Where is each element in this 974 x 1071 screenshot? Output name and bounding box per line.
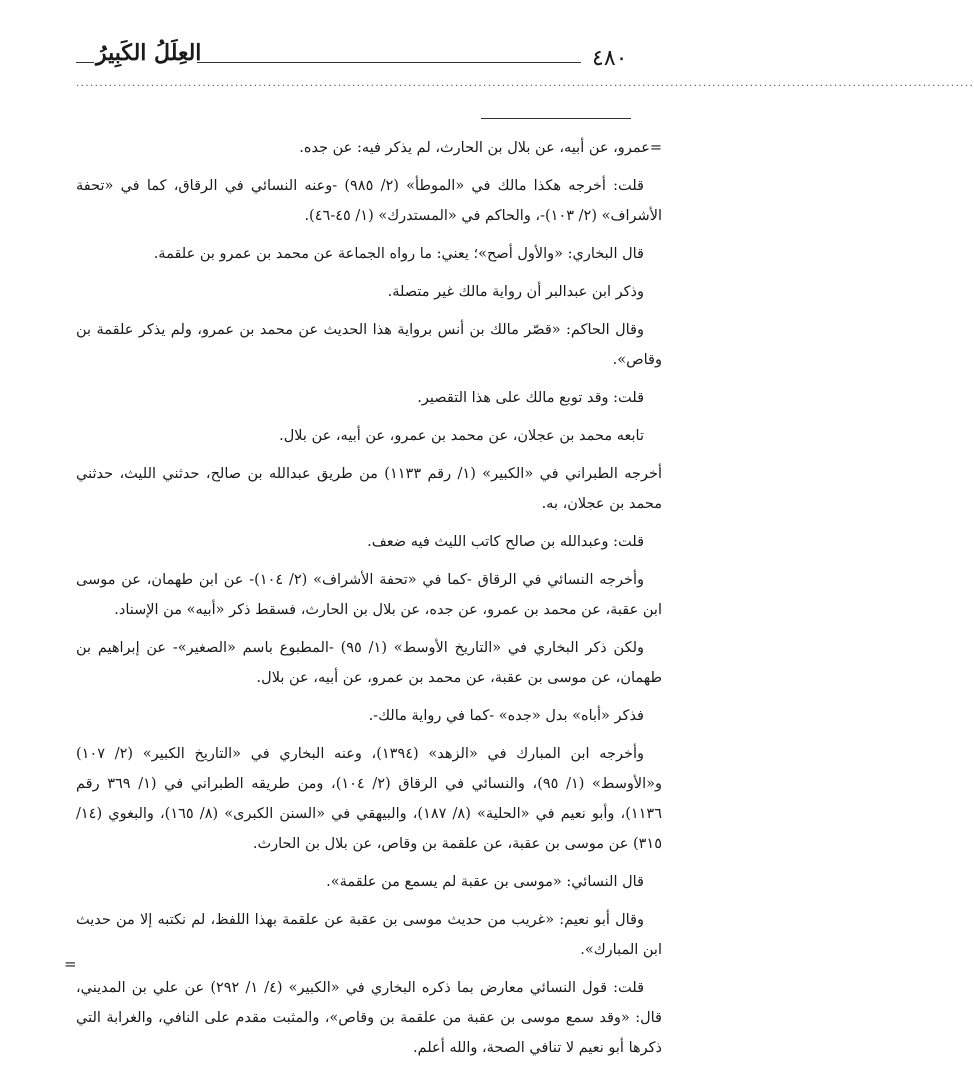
paragraph: وذكر ابن عبدالبر أن رواية مالك غير متصلة.	[387, 284, 644, 300]
paragraph: قلت: وعبدالله بن صالح كاتب الليث فيه ضعف.	[367, 534, 644, 550]
paragraph: قلت: قول النسائي معارض بما ذكره البخاري في «الكبير» (٤/ ١/ ٢٩٢) عن علي بن المديني، قال: «وقد سمع موسى بن عقبة من علقمة بن وقاص»، والمثبت مقدم على النافي، والغرابة التي ذكرها أبو نعيم لا تنافي الصحة، والله أعلم.	[76, 980, 662, 1056]
continuation-mark: =	[64, 955, 77, 973]
running-title: العِلَلُ الكَبِيرُ	[96, 40, 202, 66]
page-number: ٤٨٠	[592, 46, 628, 71]
paragraph: وقال الحاكم: «قصّر مالك بن أنس برواية هذا الحديث عن محمد بن عمرو، ولم يذكر علقمة بن وقاص».	[76, 322, 662, 368]
header-rule-left	[76, 62, 94, 63]
paragraph: قلت: وقد توبع مالك على هذا التقصير.	[417, 390, 644, 406]
paragraph: وقال أبو نعيم: «غريب من حديث موسى بن عقبة عن علقمة بهذا اللفظ، لم نكتبه إلا من حديث ابن المبارك».	[76, 912, 662, 958]
paragraph: قلت: أخرجه هكذا مالك في «الموطأ» (٢/ ٩٨٥) -وعنه النسائي في الرقاق، كما في «تحفة الأشراف» (٢/ ١٠٣)-، والحاكم في «المستدرك» (١/ ٤٥-٤٦).	[76, 178, 662, 224]
paragraph: =عمرو، عن أبيه، عن بلال بن الحارث، لم يذكر فيه: عن جده.	[299, 140, 662, 156]
paragraph: تابعه محمد بن عجلان، عن محمد بن عمرو، عن أبيه، عن بلال.	[279, 428, 644, 444]
footnote-rule	[481, 118, 631, 119]
paragraph: وأخرجه ابن المبارك في «الزهد» (١٣٩٤)، وعنه البخاري في «التاريخ الكبير» (٢/ ١٠٧) و«الأوسط» (١/ ٩٥)، والنسائي في الرقاق (٢/ ١٠٤)، ومن طريقه الطبراني في (١/ ٣٦٩ رقم ١١٣٦)، وأبو نعيم في «الحلية» (٨/ ١٨٧)، والبيهقي في «السنن الكبرى» (٨/ ١٦٥)، والبغوي (١٤/ ٣١٥) عن موسى بن عقبة، عن علقمة بن وقاص، عن بلال بن الحارث.	[76, 746, 663, 852]
paragraph: قال النسائي: «موسى بن عقبة لم يسمع من علقمة».	[326, 874, 644, 890]
paragraph: ولكن ذكر البخاري في «التاريخ الأوسط» (١/ ٩٥) -المطبوع باسم «الصغير»- عن إبراهيم بن طهمان، عن موسى بن عقبة، عن محمد بن عمرو، عن أبيه، عن بلال.	[76, 640, 662, 686]
header-rule	[197, 62, 581, 63]
paragraph: وأخرجه النسائي في الرقاق -كما في «تحفة الأشراف» (٢/ ١٠٤)- عن ابن طهمان، عن موسى ابن عقبة، عن محمد بن عمرو، عن جده، عن بلال بن الحارث، فسقط ذكر «أبيه» من الإسناد.	[76, 572, 662, 618]
dotted-separator: ................................................................................................................................................................................................	[76, 78, 974, 89]
main-text	[76, 133, 662, 1071]
paragraph: فذكر «أباه» بدل «جده» -كما في رواية مالك-.	[368, 708, 644, 724]
paragraph: قال البخاري: «والأول أصح»؛ يعني: ما رواه الجماعة عن محمد بن عمرو بن علقمة.	[153, 246, 644, 262]
paragraph: أخرجه الطبراني في «الكبير» (١/ رقم ١١٣٣) من طريق عبدالله بن صالح، حدثني الليث، حدثني محمد بن عجلان، به.	[76, 466, 663, 512]
